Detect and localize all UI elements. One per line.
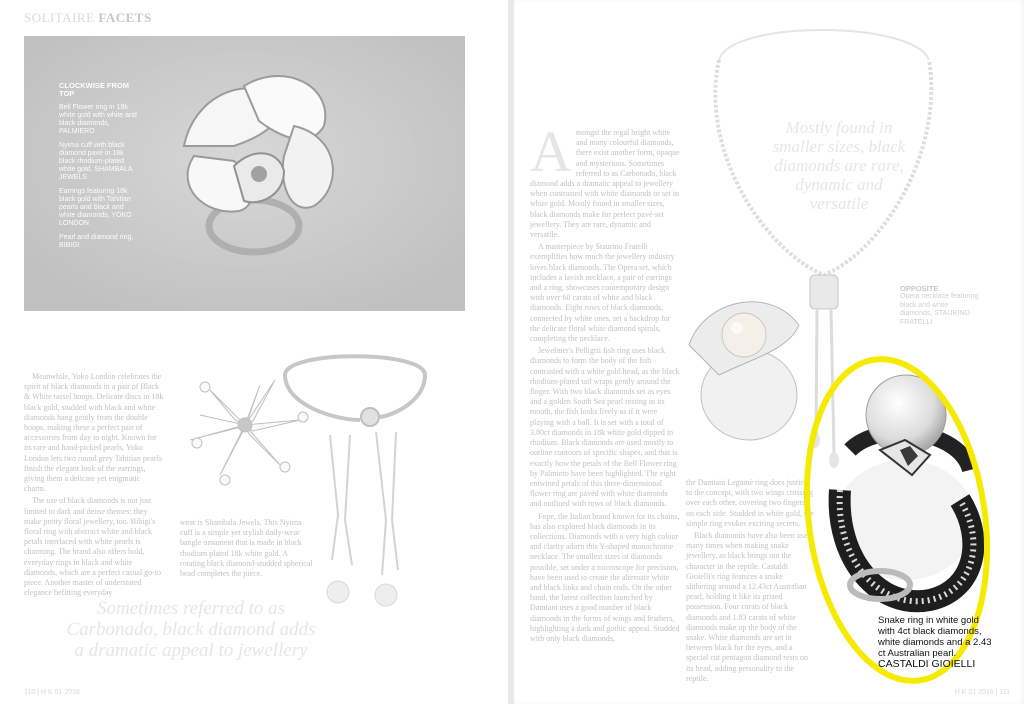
- paragraph: Jewelmer's Pelligrii fish ring uses black diamonds to form the body of the fish contrasted with a white gold head, as the black rhodium-plated tail wraps gently around the finger. With two black diamonds set as eyes and a golden South Sea pearl resting in its mouth, the fish looks lively as if it were playing with a ball. It is set with a total of 3.80ct diamonds in 18k white gold dipped in rhodium. Black diamonds are used mostly to outline contours of specific shapes, and that is exactly how the petals of the Bell Flower ring by Palmiero have been highlighted. The eight entwined petals of this three-dimensional flower ring are pavéd with white diamonds and outlined with rows of black diamonds.: [530, 346, 680, 509]
- body-column-2: [180, 518, 314, 581]
- folio: 110 | H K 01 2016: [24, 689, 80, 696]
- paragraph: the Damiani Legamè ring does justice to the concept, with two wings crossing over each other, covering two fingers on each side. Studded in white gold, the simple ring evokes exciting secrets.: [686, 478, 814, 528]
- paragraph: mongst the regal bright white and many colourful diamonds, there exist another form, opaque and mysterious. Sometimes referred to as Carbonado, black diamond adds a dramatic appeal to jewellery when contrasted with white diamonds or set in white gold. Mostly found in smaller sizes, black diamonds make for perfect pavé-set jewellery. They are rare, dynamic and versatile.: [530, 128, 680, 240]
- left-page: [0, 0, 508, 704]
- opposite-caption: [900, 285, 982, 327]
- paragraph: Fope, the Italian brand known for its chains, has also explored black diamonds in its collections. Diamonds with a very high colour and clarity adorn this Y-shaped monochrome necklace. The smallest sizes of diamonds possible, set under a microscope for precision, have been used to create the alternate white and black links and chain ends. On the other hand, the latest collection launched by Damiani uses a good number of black diamonds in the forms of wings and feathers, highlighting a dark and gothic appeal. Studded with only black diamonds,: [530, 511, 680, 643]
- pull-quote: Sometimes referred to as Carbonado, black diamond adds a dramatic appeal to jewellery: [66, 598, 316, 661]
- caption-item: Nyima cuff with black diamond pavé in 18k black rhodium-plated white gold, SHAMBALA JEWELS: [59, 142, 133, 181]
- caption-text: Snake ring in white gold with 4ct black diamonds, white diamonds and a 2.43 ct Australian pearl.: [878, 615, 992, 659]
- subsection-label: FACETS: [98, 10, 152, 25]
- caption-title: OPPOSITE: [900, 284, 939, 293]
- snake-ring-caption: [878, 615, 998, 670]
- caption-item: Earrings featuring 18k black gold with Tahitian pearls and black and white diamonds, YOKO LONDON: [59, 188, 132, 227]
- pull-quote: Mostly found in smaller sizes, black diamonds are rare, dynamic and versatile: [772, 118, 906, 213]
- paragraph: The use of black diamonds is not just limited to dark and dense themes; they make pretty floral jewellery, too. Bibigi's floral ring with abstract white and black petals interlaced with white pearls is charming. The brand also offers bold, everyday rings in black and white diamonds, which are a perfect casual go-to piece. Another master of understated elegance befitting everyday: [24, 496, 162, 598]
- caption-brand: CASTALDI GIOIELLI: [878, 658, 976, 670]
- drop-cap: A: [530, 119, 572, 184]
- right-page: [514, 0, 1024, 704]
- paragraph: Black diamonds have also been used many times when making snake jewellery, as black brings out the character in the reptile. Castaldi Gioielli's ring features a snake slithering around a 12.43ct Australian pearl, holding it like its prized possession. Four carats of black diamonds and 1.83 carats of white diamonds make up the body of the snake. White diamonds are set in between black for the eyes, and a special cut pentagon diamond rests on its head, adding personality to the reptile.: [686, 531, 812, 683]
- paragraph: Meanwhile, Yoko London celebrates the spirit of black diamonds in a pair of Black & White tassel hoops. Delicate discs in 18k black gold, studded with black and white diamonds hang gently from the double hoops, making these a perfect pair of accessories from day to night. Known for its rare and hand-picked pearls, Yoko London lets two round grey Tahitian pearls finish the elegant look of the earrings, giving them a delicate yet enigmatic charm.: [24, 372, 164, 494]
- paragraph: A masterpiece by Staurino Fratelli exemplifies how much the jewellery industry loves black diamonds. The Opera set, which includes a lavish necklace, a pair of earrings and a ring, showcases contemporary design with over 60 carats of white and black diamonds. Eight rows of black diamonds, connected by white ones, set a backdrop for the delicate floral white diamond spirals, completing the necklace.: [530, 242, 675, 344]
- caption-title: CLOCKWISE FROM TOP: [59, 81, 129, 98]
- folio: H K 01 2016 | 111: [954, 689, 1010, 696]
- paragraph: wear is Shambala Jewels. This Nyima cuff is a simple yet stylish daily-wear bangle ornament that is made in black rhodium plated 18k white gold. A rotating black diamond-studded spherical bead completes the piece.: [180, 518, 313, 579]
- caption-text: Opera necklace featuring black and white diamonds, STAURINO FRATELLI: [900, 293, 979, 326]
- caption-item: Pearl and diamond ring, BIBIGI: [59, 234, 134, 249]
- caption-item: Bell Flower ring in 18k white gold with white and black diamonds, PALMIERO: [59, 104, 137, 135]
- section-label: SOLITAIRE: [24, 10, 95, 25]
- jewellery-illustrations: [514, 0, 1024, 704]
